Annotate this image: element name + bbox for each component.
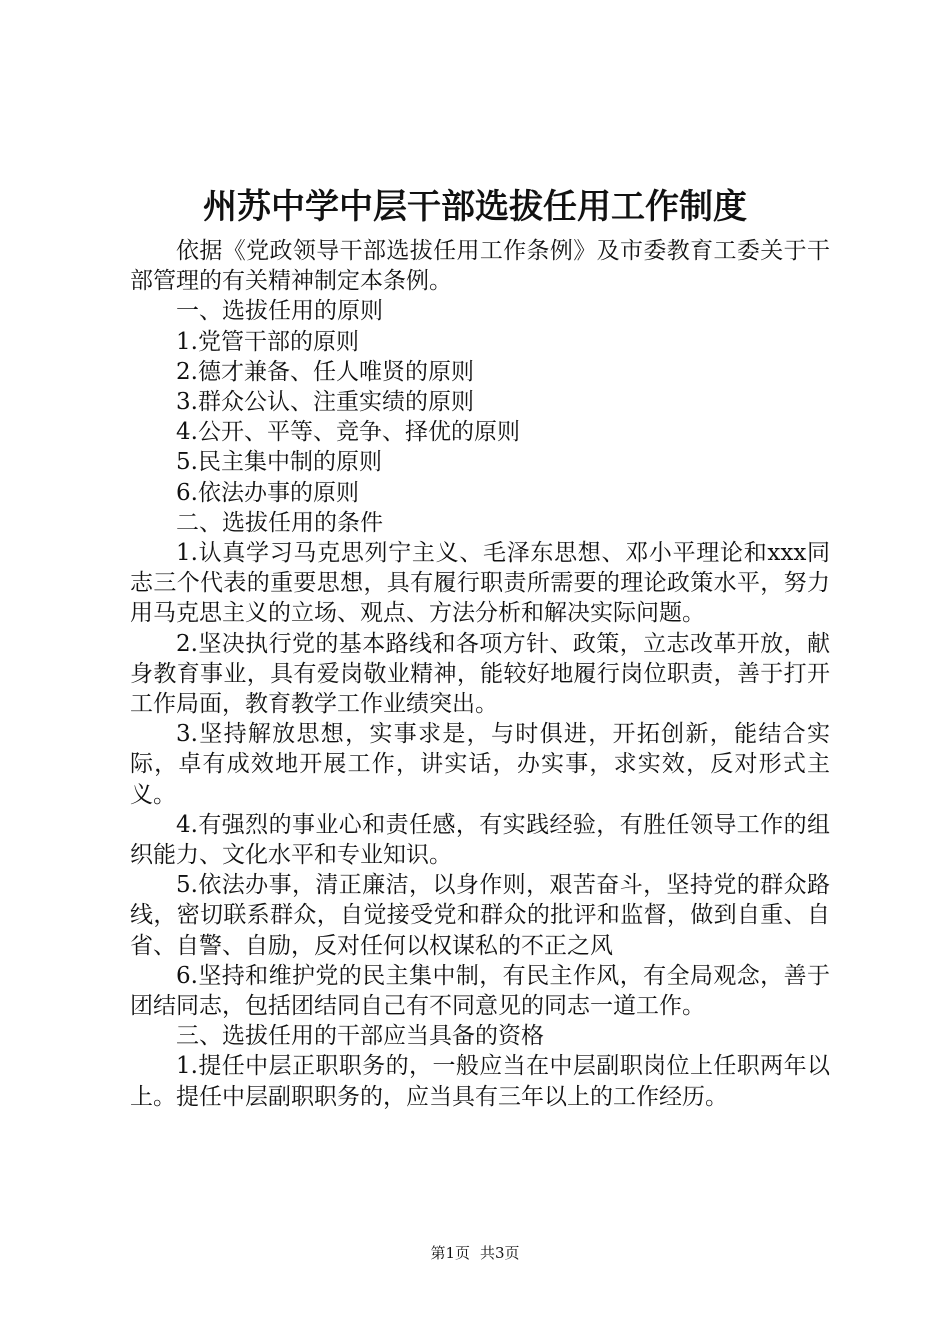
- section-heading: 一、选拔任用的原则: [176, 298, 383, 325]
- section-heading: 二、选拔任用的条件: [176, 509, 383, 536]
- list-item: 4.有强烈的事业心和责任感，有实践经验，有胜任领导工作的组织能力、文化水平和专业知识。: [130, 811, 830, 869]
- document-title: 州苏中学中层干部选拔任用工作制度: [203, 187, 747, 227]
- page-number: 第1页: [430, 1244, 470, 1262]
- list-item: 5.依法办事，清正廉洁，以身作则，艰苦奋斗，坚持党的群众路线，密切联系群众，自觉接受党和群众的批评和监督，做到自重、自省、自警、自励，反对任何以权谋私的不正之风: [130, 872, 830, 959]
- paragraph: 依据《党政领导干部选拔任用工作条例》及市委教育工委关于干部管理的有关精神制定本条例。: [130, 238, 830, 295]
- list-item: 3.群众公认、注重实绩的原则: [176, 389, 474, 416]
- list-item: 6.坚持和维护党的民主集中制，有民主作风，有全局观念，善于团结同志，包括团结同自己有不同意见的同志一道工作。: [130, 962, 830, 1020]
- list-item: 1.党管干部的原则: [176, 328, 359, 355]
- document-body: [130, 236, 830, 1112]
- list-item: 2.坚决执行党的基本路线和各项方针、政策，立志改革开放，献身教育事业，具有爱岗敬业精神，能较好地履行岗位职责，善于打开工作局面，教育教学工作业绩突出。: [130, 630, 830, 718]
- list-item: 2.德才兼备、任人唯贤的原则: [176, 358, 474, 385]
- list-item: 4.公开、平等、竞争、择优的原则: [176, 419, 520, 446]
- list-item: 3.坚持解放思想，实事求是，与时俱进，开拓创新，能结合实际，卓有成效地开展工作，讲实话，办实事，求实效，反对形式主义。: [130, 721, 830, 808]
- list-item: 6.依法办事的原则: [176, 479, 359, 506]
- page-footer: [0, 1243, 950, 1263]
- list-item: 1.提任中层正职职务的，一般应当在中层副职岗位上任职两年以上。提任中层副职职务的，应当具有三年以上的工作经历。: [130, 1053, 830, 1110]
- list-item: 1.认真学习马克思列宁主义、毛泽东思想、邓小平理论和xxx同志三个代表的重要思想，具有履行职责所需要的理论政策水平，努力用马克思主义的立场、观点、方法分析和解决实际问题。: [130, 540, 830, 627]
- section-heading: 三、选拔任用的干部应当具备的资格: [176, 1023, 544, 1050]
- list-item: 5.民主集中制的原则: [176, 449, 382, 476]
- page-total: 共3页: [480, 1244, 520, 1262]
